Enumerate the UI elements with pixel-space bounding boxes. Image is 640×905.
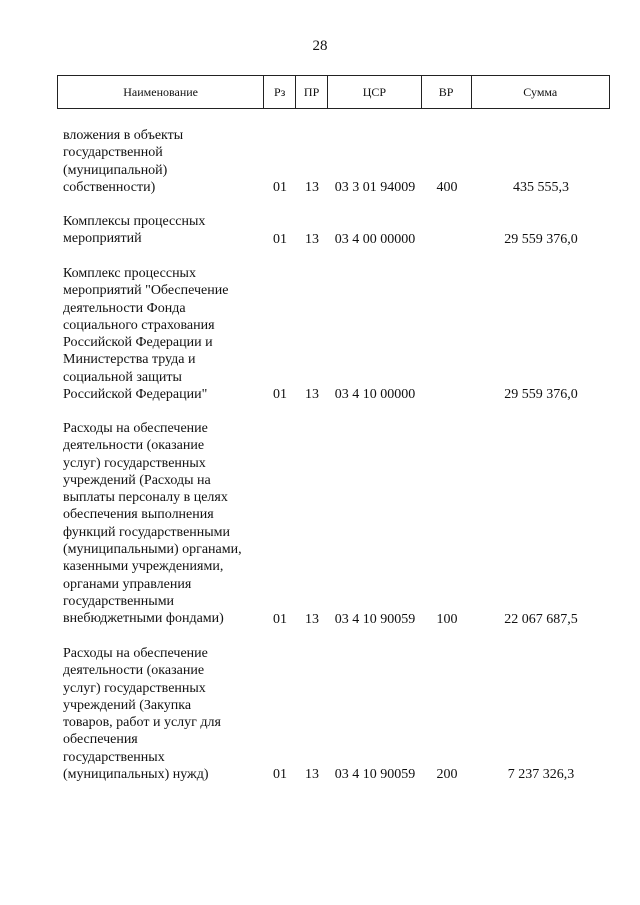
row-csr: 03 4 00 00000 [334,231,416,247]
header-rz: Рз [264,76,296,108]
row-vr: 100 [436,611,458,627]
row-sum: 435 555,3 [513,179,569,195]
row-pr: 13 [305,231,319,247]
header-csr: ЦСР [328,76,422,108]
row-csr: 03 4 10 90059 [334,611,416,627]
table-header [57,75,610,109]
row-sum: 7 237 326,3 [507,766,575,782]
header-name: Наименование [58,76,264,108]
row-rz: 01 [273,386,287,402]
row-csr: 03 3 01 94009 [334,179,416,195]
table-row [57,645,610,783]
row-rz: 01 [273,766,287,782]
row-rz: 01 [273,231,287,247]
page-number: 28 [312,38,328,54]
row-name: вложения в объекты государственной (муниципальной) собственности) [63,128,184,195]
table-row [57,420,610,628]
row-csr: 03 4 10 00000 [334,386,416,402]
table-row [57,213,610,248]
row-pr: 13 [305,611,319,627]
table-row [57,265,610,403]
row-sum: 29 559 376,0 [504,231,578,247]
table-row [57,127,610,196]
row-vr: 400 [436,179,458,195]
row-rz: 01 [273,611,287,627]
row-name: Комплексы процессных мероприятий [63,214,206,247]
row-name: Комплекс процессных мероприятий "Обеспечение деятельности Фонда социального страхования Российской Федерации и Министерства труда и социальной защиты Российской Федерации" [63,266,229,403]
row-name: Расходы на обеспечение деятельности (оказание услуг) государственных учреждений (Расходы на выплаты персоналу в целях обеспечения выполнения функций государственными (муниципальными) органами, казенными учреждениями, органами управления государственными внебюджетными фондами) [63,421,242,627]
row-pr: 13 [305,179,319,195]
header-sum: Сумма [523,84,558,99]
row-pr: 13 [305,386,319,402]
header-pr: ПР [296,76,328,108]
row-pr: 13 [305,766,319,782]
row-name: Расходы на обеспечение деятельности (оказание услуг) государственных учреждений (Закупка товаров, работ и услуг для обеспечения государственных (муниципальных) нужд) [63,646,221,783]
row-csr: 03 4 10 90059 [334,766,416,782]
row-sum: 22 067 687,5 [504,611,578,627]
row-vr: 200 [436,766,458,782]
header-vr: ВР [422,76,472,108]
row-sum: 29 559 376,0 [504,386,578,402]
row-rz: 01 [273,179,287,195]
